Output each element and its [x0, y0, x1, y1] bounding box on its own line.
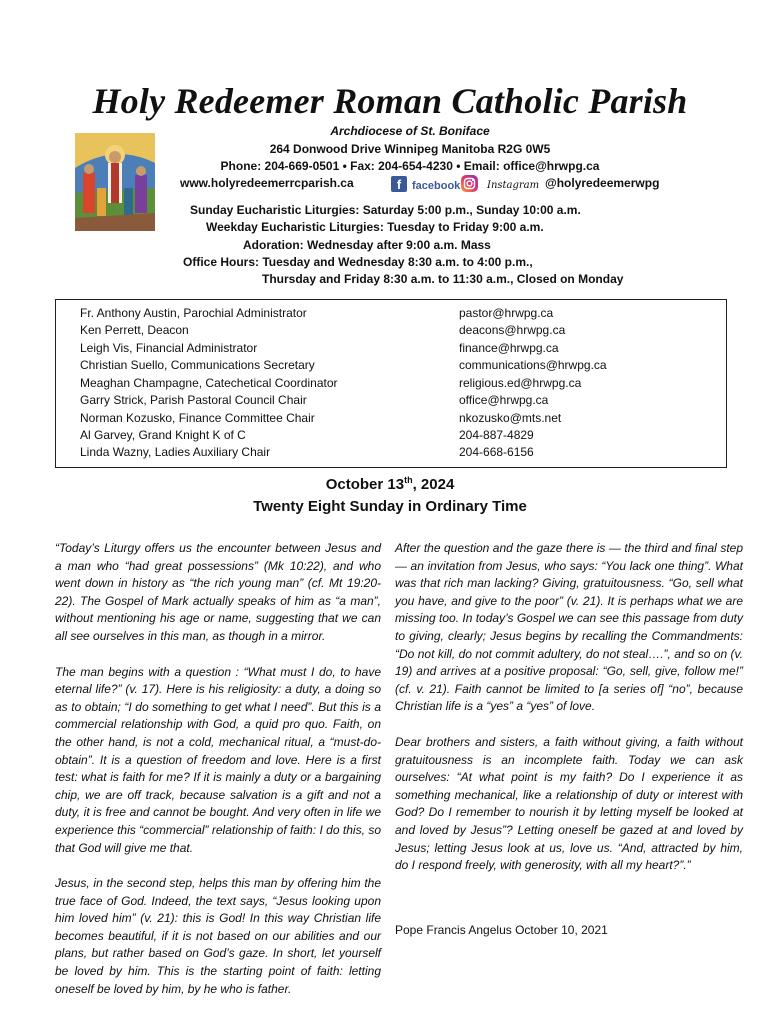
staff-contact[interactable]: finance@hrwpg.ca: [459, 341, 559, 355]
social-handle[interactable]: @holyredeemerwpg: [545, 176, 660, 190]
archdiocese: Archdiocese of St. Boniface: [330, 124, 490, 138]
office-hours: Office Hours: Tuesday and Wednesday 8:30 a.m. to 4:00 p.m.,: [183, 255, 533, 269]
date-year: , 2024: [412, 476, 455, 493]
holy-redeemer-icon: [75, 133, 155, 231]
instagram-icon[interactable]: [461, 175, 478, 192]
staff-contact[interactable]: religious.ed@hrwpg.ca: [459, 376, 582, 390]
parish-title: Holy Redeemer Roman Catholic Parish: [92, 81, 688, 121]
article-signature: Pope Francis Angelus October 10, 2021: [395, 923, 608, 937]
instagram-label[interactable]: Instagram: [487, 180, 540, 191]
date-suffix: th: [404, 475, 413, 485]
date-main: October 13: [325, 476, 405, 493]
icon-image: [75, 133, 155, 231]
staff-role: Norman Kozusko, Finance Committee Chair: [80, 411, 315, 425]
staff-role: Linda Wazny, Ladies Auxiliary Chair: [80, 445, 271, 459]
staff-role: Christian Suello, Communications Secretary: [80, 358, 315, 372]
article-paragraph: The man begins with a question : “What must I do, to have eternal life?” (v. 17). Here is his religiosity: a duty, a doing so as to obtain; “I do something to get what I need”. But this is a commercial relationship with God, a quid pro quo. Faith, on the other hand, is not a cold, mechanical ritual, a “must-do-obtain”. It is a question of freedom and love. Here is a first test: what is faith for me? If it is mainly a duty or a bargaining chip, we are off track, because salvation is a gift and not a duty, it is free and cannot be bought. And very often in life we experience this “commercial” relationship of faith: I do this, so that God will give me that.: [55, 664, 381, 855]
staff-role: Leigh Vis, Financial Administrator: [80, 341, 258, 355]
facebook-icon[interactable]: f: [391, 176, 407, 192]
liturgical-occasion: Twenty Eight Sunday in Ordinary Time: [253, 498, 527, 515]
facebook-label[interactable]: facebook: [412, 180, 461, 192]
staff-contact[interactable]: pastor@hrwpg.ca: [459, 306, 554, 320]
adoration: Adoration: Wednesday after 9:00 a.m. Mass: [243, 238, 491, 252]
staff-contact[interactable]: 204-668-6156: [459, 445, 534, 459]
address: 264 Donwood Drive Winnipeg Manitoba R2G 0W5: [269, 142, 551, 156]
staff-contact[interactable]: office@hrwpg.ca: [459, 393, 549, 407]
staff-role: Ken Perrett, Deacon: [80, 323, 189, 337]
article-paragraph: Jesus, in the second step, helps this man by offering him the true face of God. Indeed, the text says, “Jesus looking upon him loved him” (v. 21): this is God! In this way Christian life becomes beautiful, if it is not based on our abilities and our plans, but rather based on God’s gaze. In short, let yourself be loved by him. This is the starting point of faith: letting oneself be loved by him, by he who is father.: [55, 876, 381, 996]
staff-contact[interactable]: nkozusko@mts.net: [459, 411, 562, 425]
article-paragraph: Dear brothers and sisters, a faith without giving, a faith without gratuitousness is an incomplete faith. Today we can ask ourselves: “At what point is my faith? Do I experience it as something mechanical, like a relationship of duty or interest with God? Do I remember to nourish it by letting myself be looked at and loved by Jesus”? Letting oneself be gazed at and loved by Jesus; letting Jesus look at us, love us. “And, attracted by him, do I respond freely, with generosity, with all my heart?”.”: [395, 734, 743, 873]
contact-line: Phone: 204-669-0501 • Fax: 204-654-4230 • Email: office@hrwpg.ca: [220, 159, 600, 173]
article-right-column: [395, 540, 743, 893]
article-paragraph: After the question and the gaze there is — the third and final step — an invitation from Jesus, who says: “You lack one thing”. What was that rich man lacking? Giving, gratuitousness. “Go, sell what you have, and give to the poor” (v. 21). It is perhaps what we are missing too. In today’s Gospel we can see this passage from duty to giving, clearly; Jesus begins by recalling the Commandments: “Do not kill, do not commit adultery, do not steal….”, and so on (v. 19) and arrives at a positive proposal: “Go, sell, give, follow me!” (cf. v. 21). Faith cannot be limited to [a series of] “no”, because Christian life is a “yes” a “yes” of love.: [395, 541, 743, 714]
staff-contact[interactable]: deacons@hrwpg.ca: [459, 323, 566, 337]
article-left-column: [55, 540, 381, 1016]
office-hours-continued: Thursday and Friday 8:30 a.m. to 11:30 a.m., Closed on Monday: [262, 272, 624, 286]
staff-role: Garry Strick, Parish Pastoral Council Chair: [80, 393, 307, 407]
staff-role: Meaghan Champagne, Catechetical Coordinator: [80, 376, 338, 390]
staff-role: Fr. Anthony Austin, Parochial Administrator: [80, 306, 307, 320]
bulletin-date: [0, 475, 770, 493]
sunday-liturgies: Sunday Eucharistic Liturgies: Saturday 5:00 p.m., Sunday 10:00 a.m.: [190, 203, 581, 217]
article-paragraph: “Today’s Liturgy offers us the encounter between Jesus and a man who “had great possessions” (Mk 10:22), and who went down in history as “the rich young man” (cf. Mt 19:20-22). The Gospel of Mark actually speaks of him as “a man”, without mentioning his age or name, suggesting that we can all see ourselves in this man, as though in a mirror.: [55, 541, 381, 643]
weekday-liturgies: Weekday Eucharistic Liturgies: Tuesday to Friday 9:00 a.m.: [206, 220, 544, 234]
staff-contact[interactable]: communications@hrwpg.ca: [459, 358, 607, 372]
website-link[interactable]: www.holyredeemerrcparish.ca: [180, 176, 354, 190]
staff-role: Al Garvey, Grand Knight K of C: [80, 428, 246, 442]
staff-contact[interactable]: 204-887-4829: [459, 428, 534, 442]
